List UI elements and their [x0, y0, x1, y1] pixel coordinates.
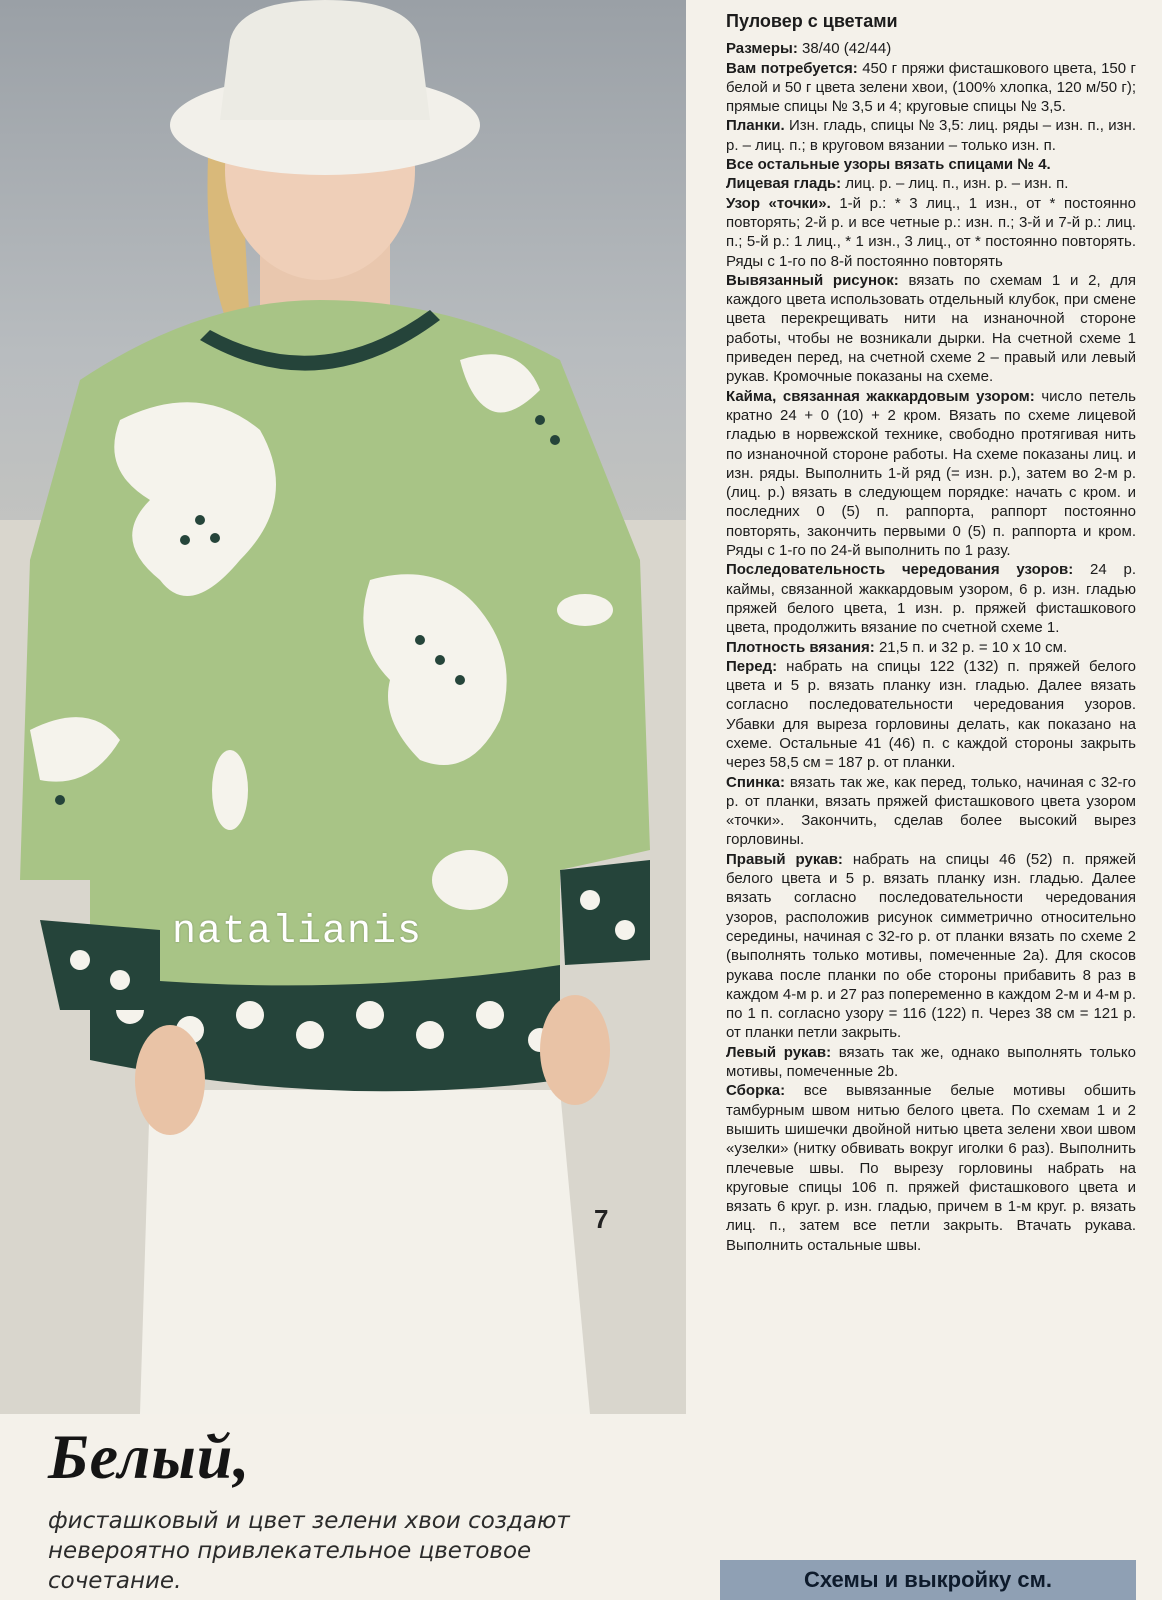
section-label: Узор «точки». [726, 194, 831, 212]
recipe-title: Пуловер с цветами [726, 12, 898, 31]
recipe-section [726, 194, 1136, 271]
section-text: 1-й р.: * 3 лиц., 1 изн., от * постоянно повторять; 2-й р. и все четные р.: изн. п.; 3-й и 7-й р.: лиц. п.; 5-й р.: 1 лиц., * 1 изн., 3 лиц., от * постоянно повторять. Ряды с 1-го по 8-й постоянно повторять [726, 194, 1136, 270]
recipe-section [726, 850, 1136, 1043]
section-label: Правый рукав: [726, 850, 843, 868]
section-text: набрать на спицы 46 (52) п. пряжей белого цвета и 5 р. вязать планку изн. гладью. Далее вязать согласно последовательности чередования узоров, расположив рисунок симметрично относительно середины, начиная с 32-го р. от планки вязать по схеме 2 (выполнять только мотивы, помеченные 2а). Для скосов рукава после планки по обе стороны прибавить 8 раз в каждом 4-м р. и 27 раз попеременно в каждом 2-м и 4-м р. по 1 п. согласно узору = 116 (122) п. Через 38 см = 121 р. от планки петли закрыть. [726, 850, 1136, 1042]
recipe-section [726, 174, 1136, 193]
see-schemes-banner: Схемы и выкройку см. [720, 1560, 1136, 1600]
recipe-section [726, 657, 1136, 773]
section-text: лиц. р. – лиц. п., изн. р. – изн. п. [845, 175, 1069, 193]
section-text: Изн. гладь, спицы № 3,5: лиц. ряды – изн. п., изн. р. – лиц. п.; в круговом вязании – только изн. п. [726, 117, 1136, 154]
section-label: Плотность вязания: [726, 638, 875, 656]
section-text: 450 г пряжи фисташкового цвета, 150 г белой и 50 г цвета зелени хвои, (100% хлопка, 120 м/50 г); прямые спицы № 3,5 и 4; круговые спицы № 3,5. [726, 59, 1136, 116]
watermark: natalianis [172, 910, 423, 955]
section-label: Вывязанный рисунок: [726, 271, 899, 289]
section-text: вязать так же, однако выполнять только мотивы, помеченные 2b. [726, 1043, 1136, 1081]
caption-text: фисташковый и цвет зелени хвои создают невероятно привлекательное цветовое сочетание. [48, 1508, 570, 1594]
caption-title: Белый, [48, 1421, 251, 1492]
recipe-section [726, 116, 1136, 155]
recipe-section [726, 560, 1136, 637]
section-label: Вам потребуется: [726, 59, 858, 77]
recipe-section [726, 1081, 1136, 1255]
section-text: 38/40 (42/44) [802, 40, 892, 58]
recipe-section [726, 59, 1136, 117]
recipe-section [726, 39, 1136, 58]
section-label: Последовательность чередования узоров: [726, 561, 1074, 579]
caption [0, 1414, 700, 1600]
section-text: число петель кратно 24 + 0 (10) + 2 кром. Вязать по схеме лицевой гладью в норвежской технике, свободно протягивая нить по изнаночной стороне работы. На схеме показаны лиц. и изн. ряды. Выполнить 1-й ряд (= изн. р.), затем во 2-м р. (лиц. р.) вязать в следующем порядке: начать с кром. и последних 0 (5) п. раппорта, раппорт постоянно повторять, закончить первыми 0 (5) п. раппорта и кром. Ряды с 1-го по 24-й выполнить по 1 разу. [726, 387, 1136, 560]
recipe-section [726, 773, 1136, 850]
section-label: Сборка: [726, 1082, 786, 1100]
section-text: все вывязанные белые мотивы обшить тамбурным швом нитью белого цвета. По схемам 1 и 2 вышить шишечки двойной нитью цвета зелени хвои швом «узелки» (нитку обвивать вокруг иголки 6 раз). Выполнить плечевые швы. По вырезу горловины набрать на круговые спицы 106 п. пряжей фисташкового цвета и вязать 6 круг. р. изн. гладью, причем в 1-м круг. р. вязать лиц. п., затем все петли закрыть. Втачать рукава. Выполнить остальные швы. [726, 1082, 1136, 1254]
recipe-section [726, 387, 1136, 561]
section-label: Размеры: [726, 40, 798, 58]
section-label: Кайма, связанная жаккардовым узором: [726, 387, 1035, 405]
photo-number: 7 [594, 1204, 609, 1234]
section-text: набрать на спицы 122 (132) п. пряжей белого цвета и 5 р. вязать планку изн. гладью. Далее вязать согласно последовательности чередования узоров. Убавки для выреза горловины делать, как показано на схеме. Остальные 41 (46) п. с каждой стороны закрыть через 58,5 см = 187 р. от планки. [726, 657, 1136, 772]
recipe-text [726, 12, 1136, 1482]
section-label: Все остальные узоры вязать спицами № 4. [726, 156, 1051, 174]
section-label: Лицевая гладь: [726, 175, 842, 193]
section-label: Перед: [726, 657, 778, 675]
section-text: 21,5 п. и 32 р. = 10 х 10 см. [878, 638, 1068, 656]
recipe-section [726, 271, 1136, 387]
section-label: Левый рукав: [726, 1043, 832, 1061]
section-text: вязать по схемам 1 и 2, для каждого цвета использовать отдельный клубок, при смене цвета перекрещивать нити на изнаночной стороне работы, чтобы не возникали дырки. На счетной схеме 1 приведен перед, на счетной схеме 2 – правый или левый рукав. Кромочные показаны на схеме. [726, 271, 1136, 386]
section-text: 24 р. каймы, связанной жаккардовым узором, 6 р. изн. гладью пряжей белого цвета, 1 изн. р. пряжей фисташкового цвета, продолжить вязание по счетной схеме 1. [726, 561, 1136, 637]
recipe-section [726, 638, 1136, 657]
section-label: Спинка: [726, 773, 786, 791]
section-label: Планки. [726, 117, 785, 135]
section-text: вязать так же, как перед, только, начиная с 32-го р. от планки, вязать пряжей фисташкового цвета узором «точки». Закончить, сделав более высокий вырез горловины. [726, 773, 1136, 849]
recipe-section [726, 155, 1136, 174]
recipe-section [726, 1043, 1136, 1082]
